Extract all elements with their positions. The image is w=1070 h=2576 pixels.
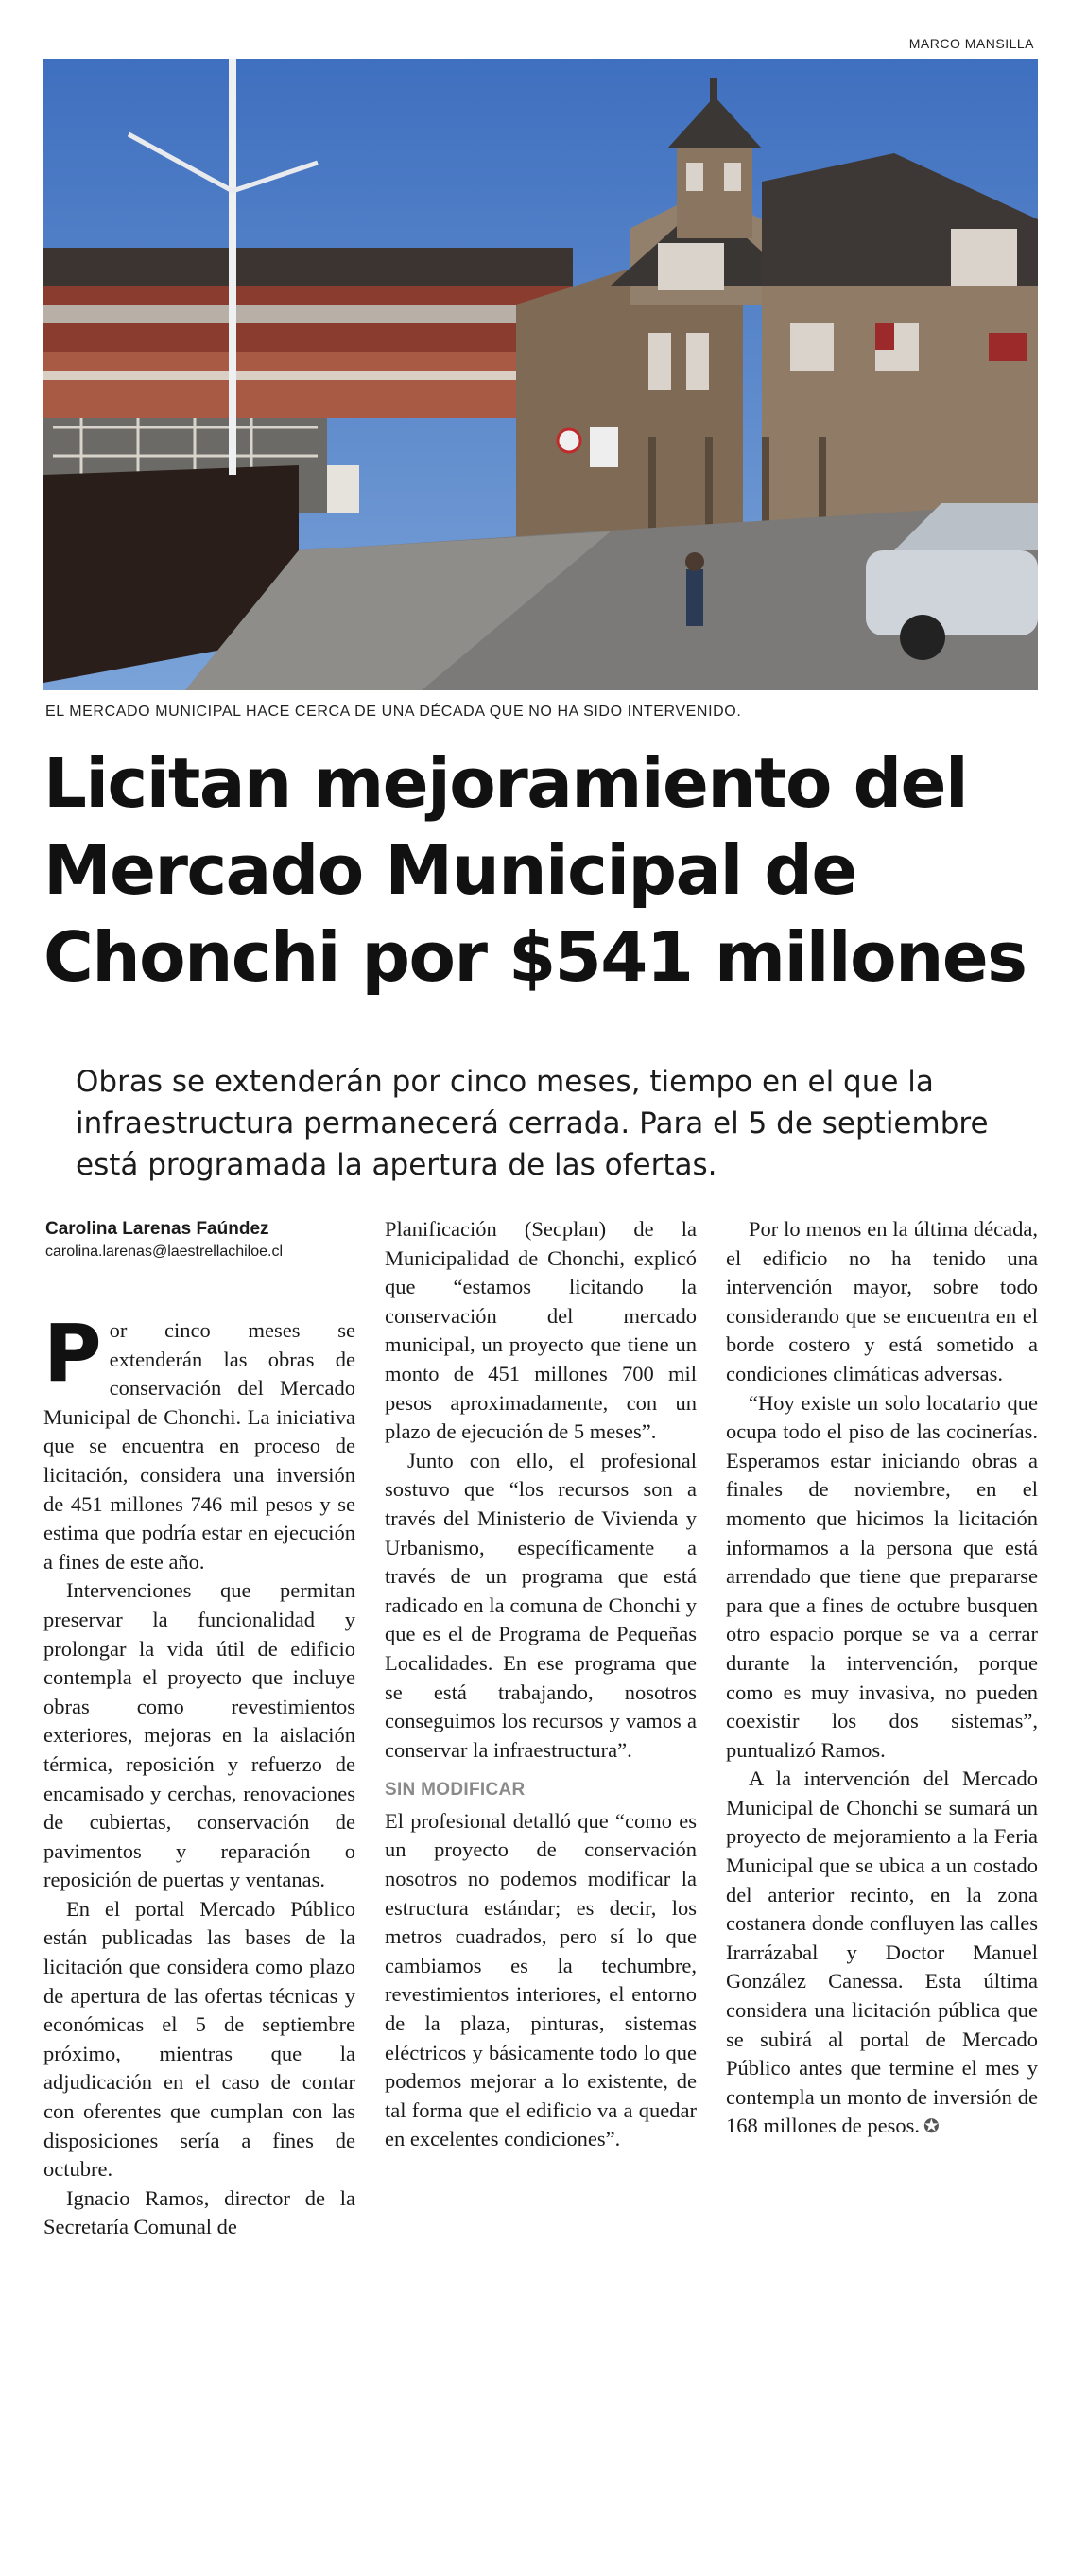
lead-paragraph: Obras se extenderán por cinco meses, tiempo en el que la infraestructura permanecerá cerrada. Para el 5 de septiembre está programada la apertura de las ofertas. (76, 1065, 989, 1182)
article-paragraph: Junto con ello, el profesional sostuvo que “los recursos son a través del Ministerio de Vivienda y Urbanismo, específicamente a través de un programa que está radicado en la comuna de Chonchi y que es el de Programa de Pequeñas Localidades. En ese programa que se está trabajando, nosotros conseguimos los recursos y vamos a conservar la infraestructura”. (385, 1448, 697, 1762)
article-paragraph: Ignacio Ramos, director de la Secretaría Comunal de (43, 2185, 355, 2239)
drop-cap: P (43, 1307, 102, 1400)
article-paragraph: “Hoy existe un solo locatario que ocupa todo el piso de las cocinerías. Esperamos estar iniciando obras a finales de noviembre, en el momento que hicimos la licitación informamos a la persona que está arrendado que tiene que prepararse para que a fines de octubre busquen otro espacio porque se va a cerrar durante la intervención, porque como es muy invasiva, no pueden coexistir los dos sistemas”, puntualizó Ramos. (726, 1390, 1038, 1762)
headline: Licitan mejoramiento del Mercado Municipal de Chonchi por $541 millones (43, 743, 1027, 997)
photo-caption: EL MERCADO MUNICIPAL HACE CERCA DE UNA DÉCADA QUE NO HA SIDO INTERVENIDO. (45, 704, 742, 720)
article-column-3 (726, 1215, 1038, 2142)
end-of-article-icon: ✪ (923, 2116, 940, 2138)
author-name: Carolina Larenas Faúndez (45, 1219, 269, 1239)
article-paragraph: Por lo menos en la última década, el edificio no ha tenido una intervención mayor, sobre todo considerando que se encuentra en el borde costero y está sometido a condiciones climáticas adversas. (726, 1217, 1038, 1385)
article-column-1 (43, 1307, 355, 2242)
article-paragraph: A la intervención del Mercado Municipal de Chonchi se sumará un proyecto de mejoramiento a la Feria Municipal que se ubica a un costado del anterior recinto, en la zona costanera donde confluyen las calles Irarrázabal y Doctor Manuel González Canessa. Esta última considera una licitación pública que se subirá al portal de Mercado Público antes que termine el mes y contempla un monto de inversión de 168 millones de pesos. ✪ (726, 1767, 1038, 2138)
article-paragraph: Intervenciones que permitan preservar la funcionalidad y prolongar la vida útil de edificio contempla el proyecto que incluye obras como revestimientos exteriores, mejoras en la aislación térmica, reposición y refuerzo de encamisado y cerchas, renovaciones de cubiertas, conservación de pavimentos y reparación o reposición de puertas y ventanas. (43, 1578, 355, 1892)
photo-credit: MARCO MANSILLA (908, 36, 1034, 51)
article-column-2 (385, 1215, 697, 2154)
author-email: carolina.larenas@laestrellachiloe.cl (45, 1244, 284, 1260)
market-photo (43, 59, 1038, 690)
section-subhead: SIN MODIFICAR (385, 1780, 526, 1801)
article-paragraph: En el portal Mercado Público están publicadas las bases de la licitación que considera como plazo de apertura de las ofertas técnicas y económicas el 5 de septiembre próximo, mientras que la adjudicación en el caso de contar con oferentes que cumplan con las disposiciones sería a fines de octubre. (43, 1896, 355, 2182)
article-paragraph: Planificación (Secplan) de la Municipalidad de Chonchi, explicó que “estamos licitando la conservación del mercado municipal, un proyecto que tiene un monto de 451 millones 700 mil pesos aproximadamente, con un plazo de ejecución de 5 meses”. (385, 1217, 697, 1444)
article-paragraph: El profesional detalló que “como es un proyecto de conservación nosotros no podemos modificar la estructura estándar; es decir, los metros cuadrados, pero sí lo que cambiamos es la techumbre, revestimientos interiores, el entorno de la plaza, pinturas, sistemas eléctricos y básicamente todo lo que podemos mejorar a lo existente, de tal forma que el edificio va a quedar en excelentes condiciones”. (385, 1808, 697, 2151)
byline (45, 1217, 367, 1262)
article-paragraph: Por cinco meses se extenderán las obras de conservación del Mercado Municipal de Chonchi. La iniciativa que se encuentra en proceso de licitación, considera una inversión de 451 millones 746 mil pesos y se estima que podría estar en ejecución a fines de este año. (43, 1307, 355, 1574)
